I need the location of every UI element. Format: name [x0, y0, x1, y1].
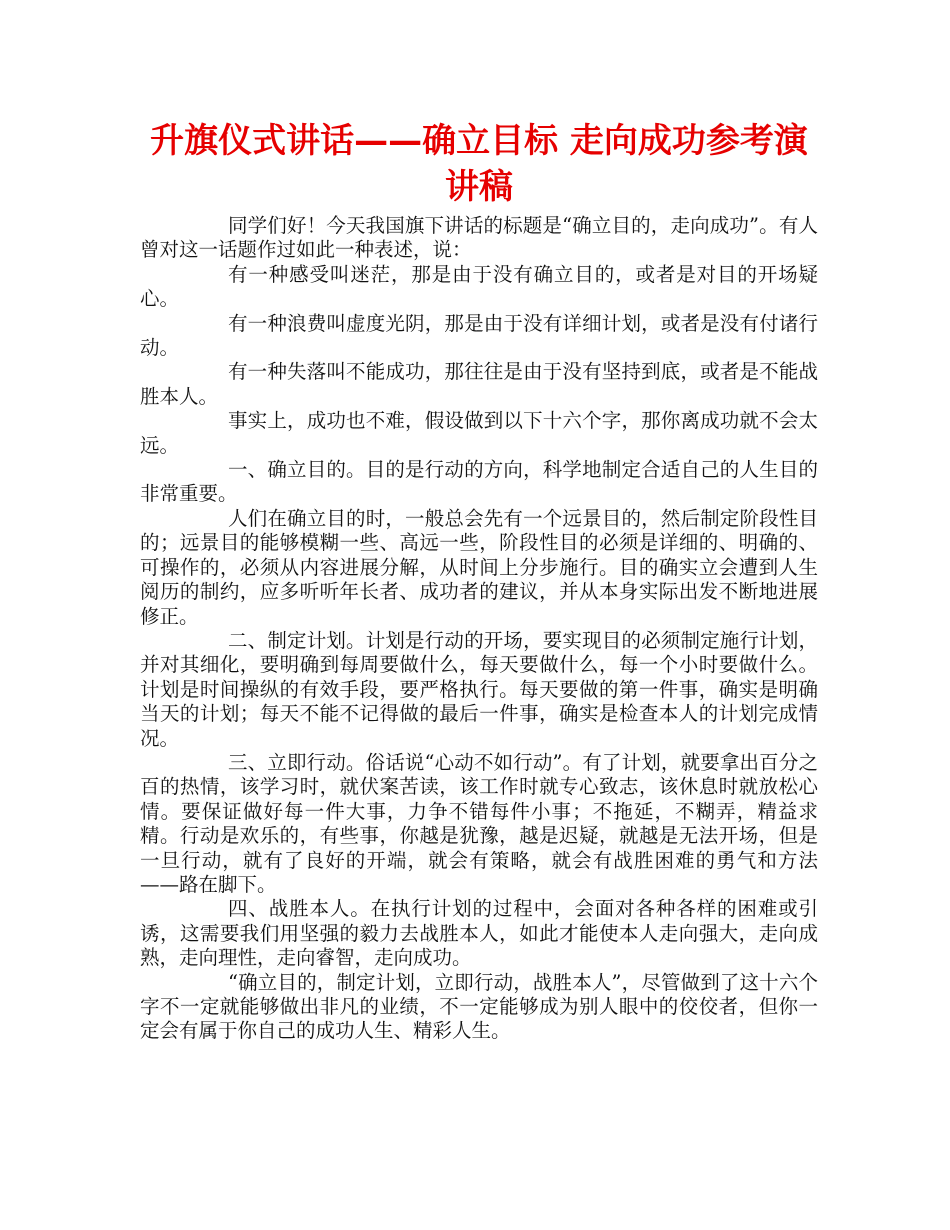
paragraph-point-two: 二、制定计划。计划是行动的开场，要实现目的必须制定施行计划，并对其细化，要明确到每周要做什么，每天要做什么，每一个小时要做什么。计划是时间操纵的有效手段，要严格执行。每天要做的第一件事，确实是明确当天的计划；每天不能不记得做的最后一件事，确实是检查本人的计划完成情况。 [140, 628, 818, 750]
document-body [140, 214, 818, 1044]
paragraph-waste: 有一种浪费叫虚度光阴，那是由于没有详细计划，或者是没有付诸行动。 [140, 311, 818, 360]
paragraph-goals-detail: 人们在确立目的时，一般总会先有一个远景目的，然后制定阶段性目的；远景目的能够模糊一些、高远一些，阶段性目的必须是详细的、明确的、可操作的，必须从内容进展分解，从时间上分步施行。目的确实立会遭到人生阅历的制约，应多听听年长者、成功者的建议，并从本身实际出发不断地进展修正。 [140, 506, 818, 628]
paragraph-point-one: 一、确立目的。目的是行动的方向，科学地制定合适自己的人生目的非常重要。 [140, 458, 818, 506]
paragraph-conclusion: “确立目的，制定计划，立即行动，战胜本人”，尽管做到了这十六个字不一定就能够做出非凡的业绩，不一定能够成为别人眼中的佼佼者，但你一定会有属于你自己的成功人生、精彩人生。 [140, 970, 818, 1043]
paragraph-loss: 有一种失落叫不能成功，那往往是由于没有坚持到底，或者是不能战胜本人。 [140, 360, 818, 408]
paragraph-sixteen-words: 事实上，成功也不难，假设做到以下十六个字，那你离成功就不会太远。 [140, 409, 818, 457]
document-title: 升旗仪式讲话——确立目标 走向成功参考演讲稿 [150, 121, 808, 207]
paragraph-point-three: 三、立即行动。俗话说“心动不如行动”。有了计划，就要拿出百分之百的热情，该学习时，就伏案苦读，该工作时就专心致志，该休息时就放松心情。要保证做好每一件大事，力争不错每件小事；不拖延，不糊弄，精益求精。行动是欢乐的，有些事，你越是犹豫，越是迟疑，就越是无法开场，但是一旦行动，就有了良好的开端，就会有策略，就会有战胜困难的勇气和方法——路在脚下。 [140, 750, 818, 896]
paragraph-greeting: 同学们好！今天我国旗下讲话的标题是“确立目的，走向成功”。有人曾对这一话题作过如此一种表述，说： [140, 214, 818, 262]
paragraph-confusion: 有一种感受叫迷茫，那是由于没有确立目的，或者是对目的开场疑心。 [140, 262, 818, 311]
document-page [140, 118, 818, 1044]
paragraph-point-four: 四、战胜本人。在执行计划的过程中，会面对各种各样的困难或引诱，这需要我们用坚强的毅力去战胜本人，如此才能使本人走向强大，走向成熟，走向理性，走向睿智，走向成功。 [140, 897, 818, 970]
